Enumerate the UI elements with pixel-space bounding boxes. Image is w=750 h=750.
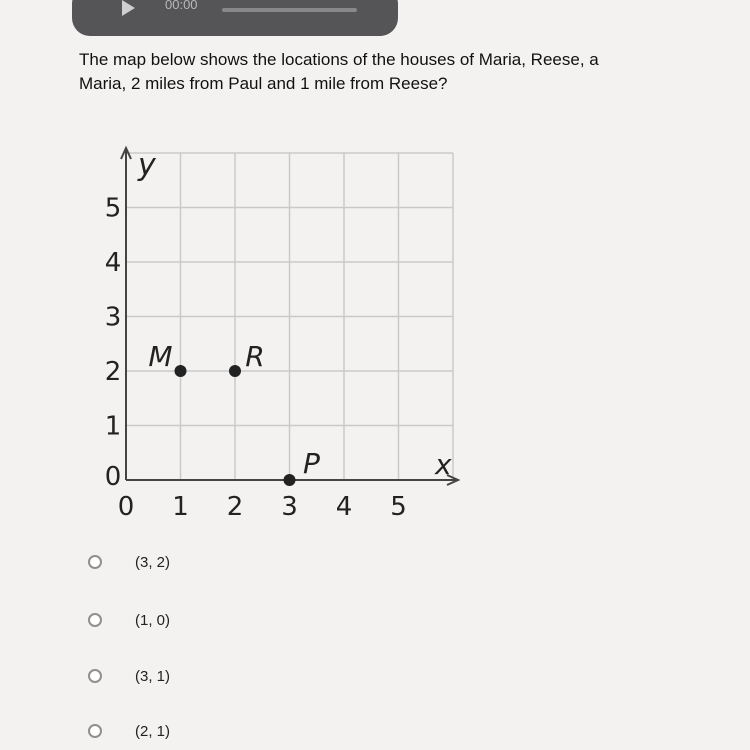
y-tick-label: 3 (104, 302, 122, 333)
x-tick-label: 4 (335, 492, 353, 522)
x-tick-label: 2 (226, 492, 244, 522)
choice-label: (3, 2) (135, 553, 171, 571)
point-label-p: P (303, 447, 320, 480)
point-m (175, 365, 187, 377)
answer-choice-2[interactable] (88, 608, 170, 632)
answer-choice-1[interactable] (88, 550, 170, 574)
point-label-r: R (245, 340, 265, 373)
question-line-2: Maria, 2 miles from Paul and 1 mile from Reese? (79, 74, 448, 93)
x-tick-label: 0 (117, 492, 135, 522)
y-tick-label: 2 (104, 357, 122, 387)
point-label-m: M (148, 340, 173, 373)
point-r (229, 365, 241, 377)
grid-lines (126, 153, 453, 480)
answer-choice-3[interactable] (88, 664, 170, 688)
x-tick-label: 1 (172, 492, 189, 522)
x-tick-label: 5 (390, 492, 407, 522)
radio-button[interactable] (88, 555, 102, 569)
y-tick-label: 1 (104, 411, 122, 442)
question-line-1: The map below shows the locations of the houses of Maria, Reese, a (79, 50, 599, 69)
y-tick-label: 5 (104, 193, 122, 224)
y-axis-label: y (138, 148, 156, 183)
answer-choice-4[interactable] (88, 719, 170, 743)
data-points (148, 340, 320, 486)
choice-label: (2, 1) (135, 722, 171, 740)
choice-label: (1, 0) (135, 611, 171, 629)
time-label: 00:00 (165, 0, 198, 12)
radio-button[interactable] (88, 669, 102, 683)
choice-label: (3, 1) (135, 667, 171, 685)
radio-button[interactable] (88, 613, 102, 627)
point-p (284, 474, 296, 486)
x-tick-label: 3 (281, 492, 298, 522)
y-tick-label: 4 (104, 248, 122, 278)
y-tick-label: 0 (104, 462, 122, 492)
x-axis-label: x (435, 448, 452, 481)
radio-button[interactable] (88, 724, 102, 738)
